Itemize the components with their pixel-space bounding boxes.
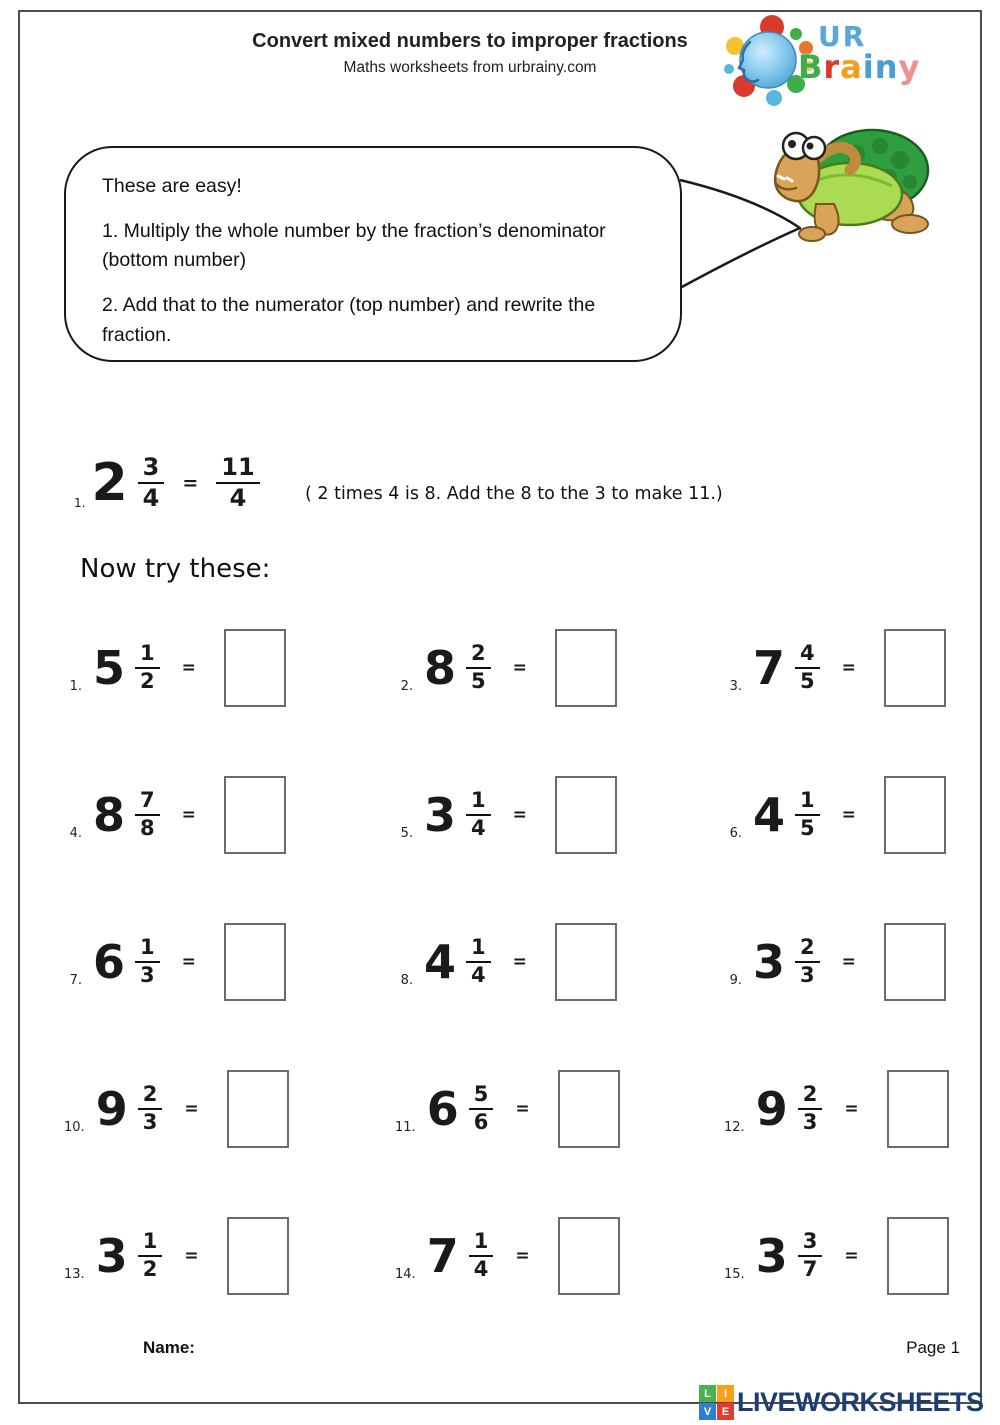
problem-fraction [135, 936, 160, 987]
liveworksheets-text: LIVEWORKSHEETS [737, 1387, 984, 1417]
fraction-numerator: 11 [216, 454, 259, 484]
problem-number: 12. [724, 1120, 745, 1135]
fraction-denominator: 8 [140, 816, 155, 840]
problem-whole-number: 7 [426, 1229, 459, 1283]
problem-item [340, 616, 662, 720]
brand-letter: r [823, 48, 841, 86]
problem-whole-number: 5 [93, 641, 126, 695]
problem-fraction [795, 789, 820, 840]
answer-box[interactable] [555, 776, 617, 854]
answer-box[interactable] [884, 776, 946, 854]
answer-box[interactable] [887, 1070, 949, 1148]
fraction-numerator: 1 [138, 1230, 163, 1257]
equals-sign: = [844, 1246, 859, 1266]
problem-item [340, 1057, 662, 1161]
problem-fraction [795, 642, 820, 693]
problem-number: 4. [69, 826, 82, 841]
problem-number: 13. [64, 1267, 85, 1282]
bubble-step-2: 2. Add that to the numerator (top number) and rewrite the fraction. [102, 293, 596, 346]
fraction-denominator: 5 [800, 816, 815, 840]
equals-sign: = [841, 952, 856, 972]
equals-sign: = [184, 1246, 199, 1266]
example-fraction [138, 454, 165, 512]
problem-fraction [469, 1083, 494, 1134]
problem-item [18, 616, 340, 720]
equals-sign: = [841, 658, 856, 678]
fraction-denominator: 3 [802, 1110, 818, 1134]
fraction-denominator: 3 [140, 963, 155, 987]
brand-letter: i [862, 48, 875, 86]
example-result-fraction [216, 454, 259, 512]
brand-letter: a [840, 48, 863, 86]
fraction-denominator: 2 [140, 669, 155, 693]
equals-sign: = [512, 805, 527, 825]
equals-sign: = [512, 658, 527, 678]
fraction-numerator: 3 [138, 454, 165, 484]
fraction-denominator: 5 [800, 669, 815, 693]
answer-box[interactable] [884, 923, 946, 1001]
answer-box[interactable] [555, 923, 617, 1001]
problem-number: 7. [69, 973, 82, 988]
problem-item [340, 763, 662, 867]
problem-fraction [469, 1230, 494, 1281]
problem-item [18, 1057, 340, 1161]
brand-letter: B [798, 48, 824, 86]
problem-item [662, 1204, 984, 1308]
problem-whole-number: 3 [424, 788, 457, 842]
problem-whole-number: 6 [426, 1082, 459, 1136]
fraction-denominator: 6 [473, 1110, 489, 1134]
problem-item [18, 1204, 340, 1308]
problem-number: 14. [395, 1267, 416, 1282]
example-note: ( 2 times 4 is 8. Add the 8 to the 3 to make 11.) [305, 484, 723, 504]
problem-fraction [798, 1230, 823, 1281]
liveworksheets-square: E [717, 1403, 734, 1420]
bubble-intro: These are easy! [102, 175, 242, 197]
problem-fraction [138, 1083, 163, 1134]
fraction-numerator: 2 [466, 642, 491, 669]
brand-ur-text: UR [818, 20, 867, 53]
problem-whole-number: 3 [95, 1229, 128, 1283]
fraction-numerator: 2 [795, 936, 820, 963]
problem-fraction [466, 789, 491, 840]
problem-whole-number: 9 [95, 1082, 128, 1136]
answer-box[interactable] [224, 776, 286, 854]
example-whole-number: 2 [91, 453, 128, 513]
fraction-denominator: 5 [471, 669, 486, 693]
problem-fraction [798, 1083, 823, 1134]
brand-brainy [798, 48, 920, 86]
fraction-denominator: 3 [142, 1110, 158, 1134]
problems-grid [18, 616, 984, 1351]
example-number: 1. [74, 496, 86, 510]
equals-sign: = [515, 1246, 530, 1266]
liveworksheets-logo[interactable] [699, 1385, 984, 1420]
fraction-numerator: 5 [469, 1083, 494, 1110]
fraction-numerator: 2 [138, 1083, 163, 1110]
problem-number: 15. [724, 1267, 745, 1282]
problem-number: 1. [69, 679, 82, 694]
brand-letter: n [874, 48, 899, 86]
answer-box[interactable] [224, 629, 286, 707]
fraction-numerator: 1 [469, 1230, 494, 1257]
problem-whole-number: 8 [424, 641, 457, 695]
fraction-denominator: 3 [800, 963, 815, 987]
equals-sign: = [181, 658, 196, 678]
problem-fraction [466, 936, 491, 987]
problem-whole-number: 8 [93, 788, 126, 842]
liveworksheets-square: V [699, 1403, 716, 1420]
fraction-denominator: 4 [471, 816, 486, 840]
problem-item [340, 1204, 662, 1308]
problem-fraction [135, 642, 160, 693]
fraction-denominator: 7 [802, 1257, 818, 1281]
bubble-step-1: 1. Multiply the whole number by the fraction’s denominator (bottom number) [102, 219, 606, 272]
problem-whole-number: 7 [753, 641, 786, 695]
fraction-numerator: 2 [798, 1083, 823, 1110]
equals-sign: = [181, 952, 196, 972]
fraction-denominator: 4 [473, 1257, 489, 1281]
fraction-denominator: 4 [142, 484, 160, 512]
fraction-denominator: 2 [142, 1257, 158, 1281]
fraction-numerator: 7 [135, 789, 160, 816]
equals-sign: = [181, 805, 196, 825]
name-label: Name: [143, 1338, 195, 1357]
equals-sign: = [184, 1099, 199, 1119]
speech-bubble [64, 146, 682, 362]
equals-sign: = [841, 805, 856, 825]
instruction-text: Now try these: [80, 554, 271, 584]
fraction-denominator: 4 [471, 963, 486, 987]
fraction-numerator: 4 [795, 642, 820, 669]
problem-whole-number: 3 [755, 1229, 788, 1283]
problem-whole-number: 4 [424, 935, 457, 989]
problem-item [662, 616, 984, 720]
answer-box[interactable] [227, 1217, 289, 1295]
worked-example [74, 440, 278, 526]
liveworksheets-icon [699, 1385, 734, 1420]
problem-whole-number: 3 [753, 935, 786, 989]
fraction-numerator: 1 [795, 789, 820, 816]
problem-fraction [466, 642, 491, 693]
answer-box[interactable] [887, 1217, 949, 1295]
problem-item [662, 1057, 984, 1161]
equals-sign: = [844, 1099, 859, 1119]
problem-number: 5. [400, 826, 413, 841]
answer-box[interactable] [558, 1217, 620, 1295]
page-subtitle: Maths worksheets from urbrainy.com [343, 59, 597, 76]
fraction-numerator: 1 [135, 936, 160, 963]
problem-number: 3. [729, 679, 742, 694]
problem-number: 8. [400, 973, 413, 988]
problem-whole-number: 6 [93, 935, 126, 989]
fraction-numerator: 1 [466, 789, 491, 816]
problem-item [18, 763, 340, 867]
equals-sign: = [182, 472, 199, 494]
fraction-numerator: 1 [135, 642, 160, 669]
answer-box[interactable] [224, 923, 286, 1001]
page-number: Page 1 [906, 1338, 960, 1357]
answer-box[interactable] [884, 629, 946, 707]
fraction-denominator: 4 [229, 484, 247, 512]
brand-letter: y [898, 48, 921, 86]
page-title: Convert mixed numbers to improper fractions [252, 30, 688, 52]
problem-item [340, 910, 662, 1014]
problem-whole-number: 9 [755, 1082, 788, 1136]
urbrainy-logo [722, 12, 952, 112]
problem-number: 6. [729, 826, 742, 841]
problem-fraction [138, 1230, 163, 1281]
equals-sign: = [512, 952, 527, 972]
problem-number: 9. [729, 973, 742, 988]
problem-fraction [795, 936, 820, 987]
fraction-numerator: 1 [466, 936, 491, 963]
answer-box[interactable] [558, 1070, 620, 1148]
problem-item [18, 910, 340, 1014]
liveworksheets-square: L [699, 1385, 716, 1402]
problem-number: 2. [400, 679, 413, 694]
liveworksheets-square: I [717, 1385, 734, 1402]
problem-item [662, 763, 984, 867]
answer-box[interactable] [555, 629, 617, 707]
fraction-numerator: 3 [798, 1230, 823, 1257]
problem-number: 10. [64, 1120, 85, 1135]
problem-item [662, 910, 984, 1014]
equals-sign: = [515, 1099, 530, 1119]
problem-number: 11. [395, 1120, 416, 1135]
answer-box[interactable] [227, 1070, 289, 1148]
problem-fraction [135, 789, 160, 840]
problem-whole-number: 4 [753, 788, 786, 842]
